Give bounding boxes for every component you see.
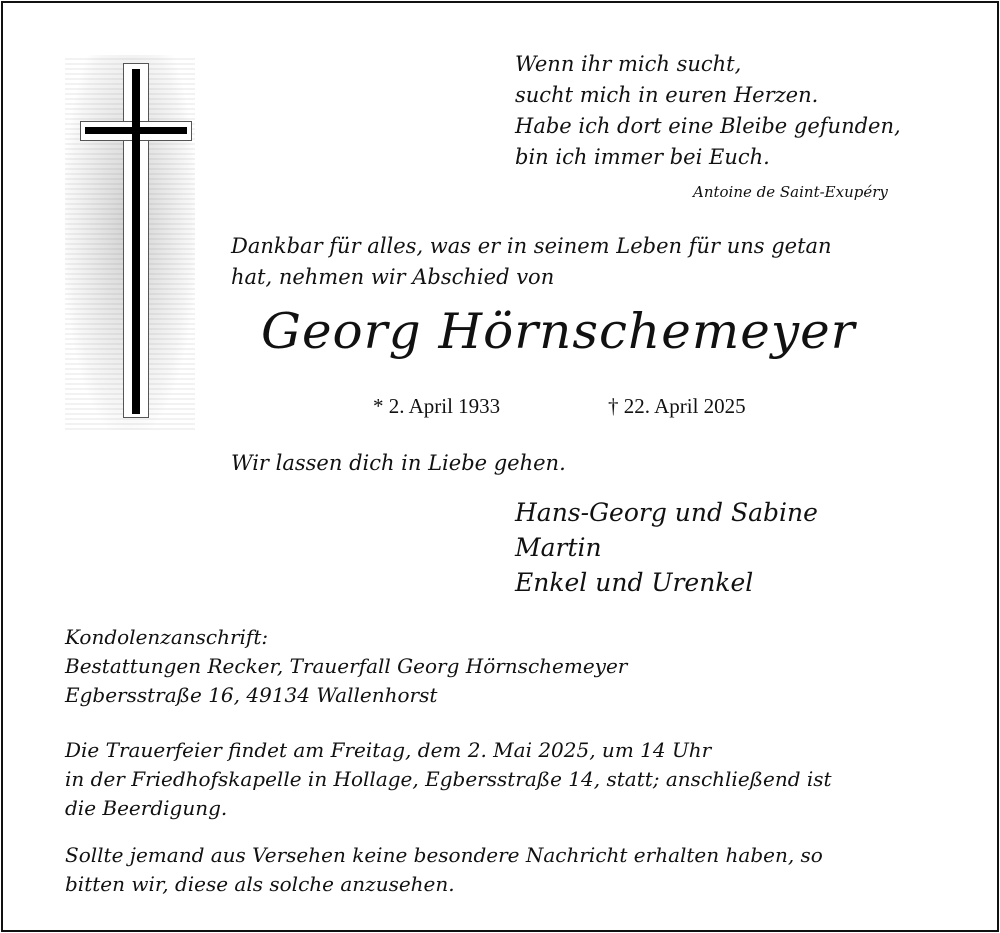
mourner: Hans-Georg und Sabine: [515, 498, 818, 527]
funeral-line: in der Friedhofskapelle in Hollage, Egbersstraße 14, statt; anschließend ist: [65, 767, 832, 791]
mourners-list: [515, 495, 818, 600]
mourner: Enkel und Urenkel: [515, 568, 754, 597]
farewell-text: Wir lassen dich in Liebe gehen.: [231, 451, 566, 475]
birth-date: * 2. April 1933: [373, 394, 501, 418]
notice-text: [65, 841, 823, 899]
poem-line: Habe ich dort eine Bleibe gefunden,: [515, 114, 901, 138]
condolence-line: Kondolenzanschrift:: [65, 625, 269, 649]
poem: [515, 49, 901, 173]
notice-line: bitten wir, diese als solche anzusehen.: [65, 872, 455, 896]
poem-line: bin ich immer bei Euch.: [515, 145, 770, 169]
poem-line: sucht mich in euren Herzen.: [515, 83, 819, 107]
death-date: † 22. April 2025: [608, 394, 746, 418]
condolence-line: Egbersstraße 16, 49134 Wallenhorst: [65, 683, 438, 707]
notice-line: Sollte jemand aus Versehen keine besondere Nachricht erhalten haben, so: [65, 843, 823, 867]
condolence-line: Bestattungen Recker, Trauerfall Georg Hörnschemeyer: [65, 654, 628, 678]
deceased-name: Georg Hörnschemeyer: [261, 303, 856, 360]
funeral-line: die Beerdigung.: [65, 796, 228, 820]
mourner: Martin: [515, 533, 602, 562]
intro-line: Dankbar für alles, was er in seinem Leben für uns getan: [231, 234, 832, 258]
condolence-address: [65, 623, 627, 710]
poem-author: Antoine de Saint-Exupéry: [693, 183, 888, 201]
funeral-line: Die Trauerfeier findet am Freitag, dem 2. Mai 2025, um 14 Uhr: [65, 738, 712, 762]
intro-line: hat, nehmen wir Abschied von: [231, 265, 555, 289]
intro-text: [231, 231, 832, 293]
poem-line: Wenn ihr mich sucht,: [515, 52, 742, 76]
funeral-info: [65, 736, 832, 823]
obituary-card: [1, 1, 999, 932]
cross-icon: [65, 55, 205, 435]
